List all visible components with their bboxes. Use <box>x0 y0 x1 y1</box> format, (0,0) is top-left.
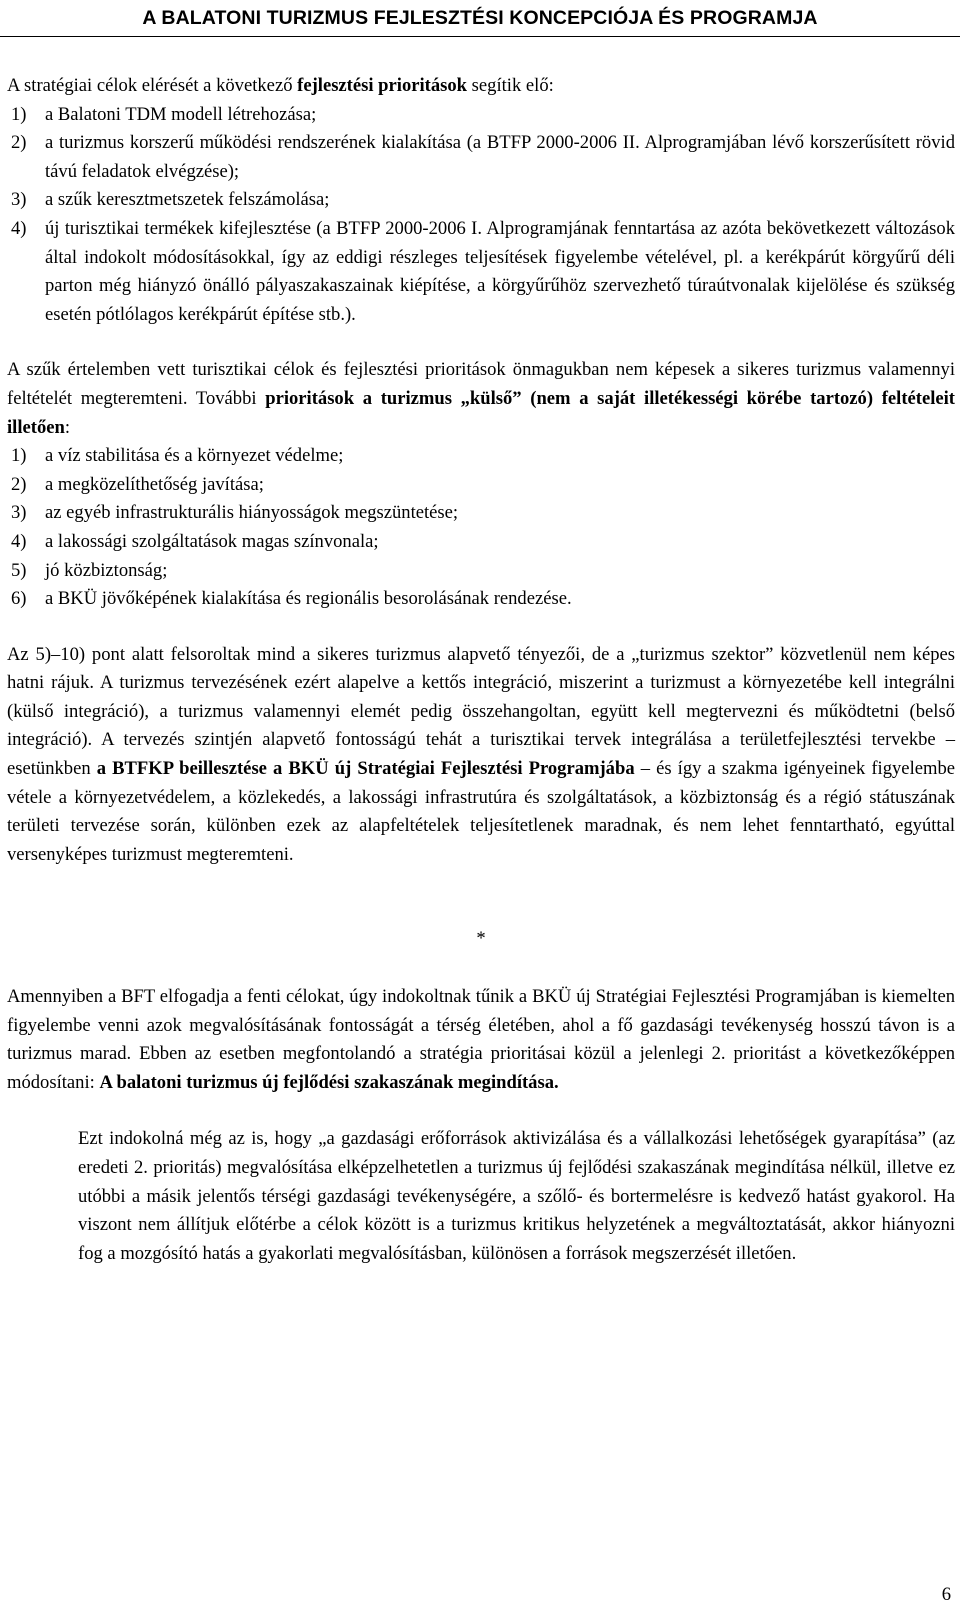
list-item <box>7 186 955 215</box>
list-text: az egyéb infrastrukturális hiányosságok megszüntetése; <box>45 502 459 524</box>
spacer <box>7 1097 955 1125</box>
intro-text: A stratégiai célok elérését a következő <box>7 75 298 96</box>
list-text: a lakossági szolgáltatások magas színvonala; <box>45 530 379 552</box>
list-text: a víz stabilitása és a környezet védelme; <box>45 445 344 467</box>
list-text: a szűk keresztmetszetek felszámolása; <box>45 189 330 211</box>
header-title: A BALATONI TURIZMUS FEJLESZTÉSI KONCEPCIÓJA ÉS PROGRAMJA <box>142 7 818 29</box>
spacer <box>7 329 955 356</box>
integration-paragraph <box>7 641 955 870</box>
list-number: 5) <box>11 559 27 581</box>
list-number: 1) <box>11 103 27 125</box>
priority-list <box>7 101 955 330</box>
list-item <box>7 101 955 130</box>
paragraph-bold: prioritások a turizmus „külső” (nem a saját illetékességi körébe tartozó) feltételeit illetően <box>7 387 955 438</box>
list-number: 6) <box>11 588 27 610</box>
list-number: 3) <box>11 502 27 524</box>
paragraph-text-end: : <box>64 416 71 438</box>
list-text: a turizmus korszerű működési rendszerének kialakítása (a BTFP 2000-2006 II. Alprogramjában lévő korszerűsített rövid távú feladatok elvégzése); <box>45 132 955 182</box>
list-number: 4) <box>11 217 27 239</box>
header-rule <box>0 36 960 37</box>
list-item <box>7 129 955 186</box>
list-item <box>7 557 955 586</box>
external-priorities-paragraph <box>7 356 955 442</box>
paragraph-bold: A balatoni turizmus új fejlődési szakaszának megindítása. <box>99 1071 559 1093</box>
paragraph-text: Amennyiben a BFT elfogadja a fenti célokat, úgy indokoltnak tűnik a BKÜ új Stratégiai Fejlesztési Programjában is kiemelten figyelembe venni azok megvalósításának fontosságát a térség életében, ahol a fő gazdasági tevékenység hosszú távon is a turizmus marad. Ebben az esetben megfontolandó a stratégia prioritásai közül a jelenlegi 2. prioritást a következőképpen módosítani: <box>7 986 955 1093</box>
intro-bold: fejlesztési prioritások <box>297 75 468 96</box>
section-separator: * <box>476 928 486 950</box>
list-text: jó közbiztonság; <box>45 559 168 581</box>
indented-block <box>7 1125 955 1268</box>
intro-text-end: segítik elő: <box>467 75 554 96</box>
spacer <box>7 954 955 983</box>
list-item <box>7 442 955 471</box>
list-item <box>7 528 955 557</box>
page-header <box>0 0 960 38</box>
list-number: 4) <box>11 530 27 552</box>
intro-paragraph <box>7 72 955 101</box>
paragraph-text: Az 5)–10) pont alatt felsoroltak mind a sikeres turizmus alapvető tényezői, de a „turizmus szektor” közvetlenül nem képes hatni rájuk. A turizmus tervezésének ezért alapelve a kettős integráció, miszerint a turizmust a környezetébe kell integrálni (külső integráció), a turizmus valamennyi elemét pedig összehangoltan, együtt kell megtervezni és működtetni (belső integráció). A tervezés szintjén alapvető fontosságú tehát a turisztikai tervek integrálása a területfejlesztési tervekbe – esetünkben <box>7 643 955 780</box>
list-text: a megközelíthetőség javítása; <box>45 473 264 495</box>
list-number: 2) <box>11 473 27 495</box>
spacer <box>7 614 955 641</box>
proposal-paragraph <box>7 983 955 1097</box>
paragraph-text: A szűk értelemben vett turisztikai célok és fejlesztési prioritások önmagukban nem képesek a sikeres turizmus valamennyi feltételét megteremteni. További <box>7 359 955 409</box>
paragraph-bold: a BTFKP beillesztése a BKÜ új Stratégiai Fejlesztési Programjába <box>96 758 635 780</box>
list-item <box>7 471 955 500</box>
list-number: 3) <box>11 189 27 211</box>
list-text: új turisztikai termékek kifejlesztése (a BTFP 2000-2006 I. Alprogramjának fenntartása az azóta bekövetkezett változások által indokolt módosításokkal, így az eddigi részleges teljesítések figyelembe vételével, pl. a kerékpárút körgyűrű déli parton még hiányzó önálló pályaszakaszainak kiépítése, a körgyűrűhöz szervezhető túraútvonalak kijelölése és szükség esetén pótlólagos kerékpárút építése stb.). <box>45 217 955 325</box>
document-body <box>7 72 955 1268</box>
spacer <box>7 869 955 925</box>
list-item <box>7 215 955 329</box>
external-priority-list <box>7 442 955 614</box>
page-number: 6 <box>941 1584 951 1605</box>
list-text: a Balatoni TDM modell létrehozása; <box>45 103 317 125</box>
paragraph-text-end: – és így a szakma igényeinek figyelembe vétele a környezetvédelem, a közlekedés, a lakossági infrastrutúra és szolgáltatások, a közbiztonság és a régió státuszának területi tervezése során, különben ezek az alapfeltételek teljesítetlenek maradnak, és nem lehet fenntartható, egyúttal versenyképes turizmust megteremteni. <box>7 758 955 865</box>
list-text: a BKÜ jövőképének kialakítása és regionális besorolásának rendezése. <box>45 588 572 610</box>
justification-paragraph: Ezt indokolná még az is, hogy „a gazdasági erőforrások aktivizálása és a vállalkozási lehetőségek gyarapítása” (az eredeti 2. prioritás) megvalósítása elképzelhetetlen a turizmus új fejlődési szakaszának megindítása nélkül, illetve ez utóbbi a másik jelentős térségi gazdasági tevékenységére, a szőlő- és bortermelésre is kedvező hatást gyakorol. Ha viszont nem állítjuk előtérbe a célok között is a turizmus kritikus helyzetének a megváltoztatását, akkor hiányozni fog a mozgósító hatás a gyakorlati megvalósításban, különösen a források megszerzését illetően. <box>78 1128 955 1264</box>
list-number: 1) <box>11 445 27 467</box>
list-item <box>7 499 955 528</box>
list-item <box>7 585 955 614</box>
list-number: 2) <box>11 132 27 154</box>
